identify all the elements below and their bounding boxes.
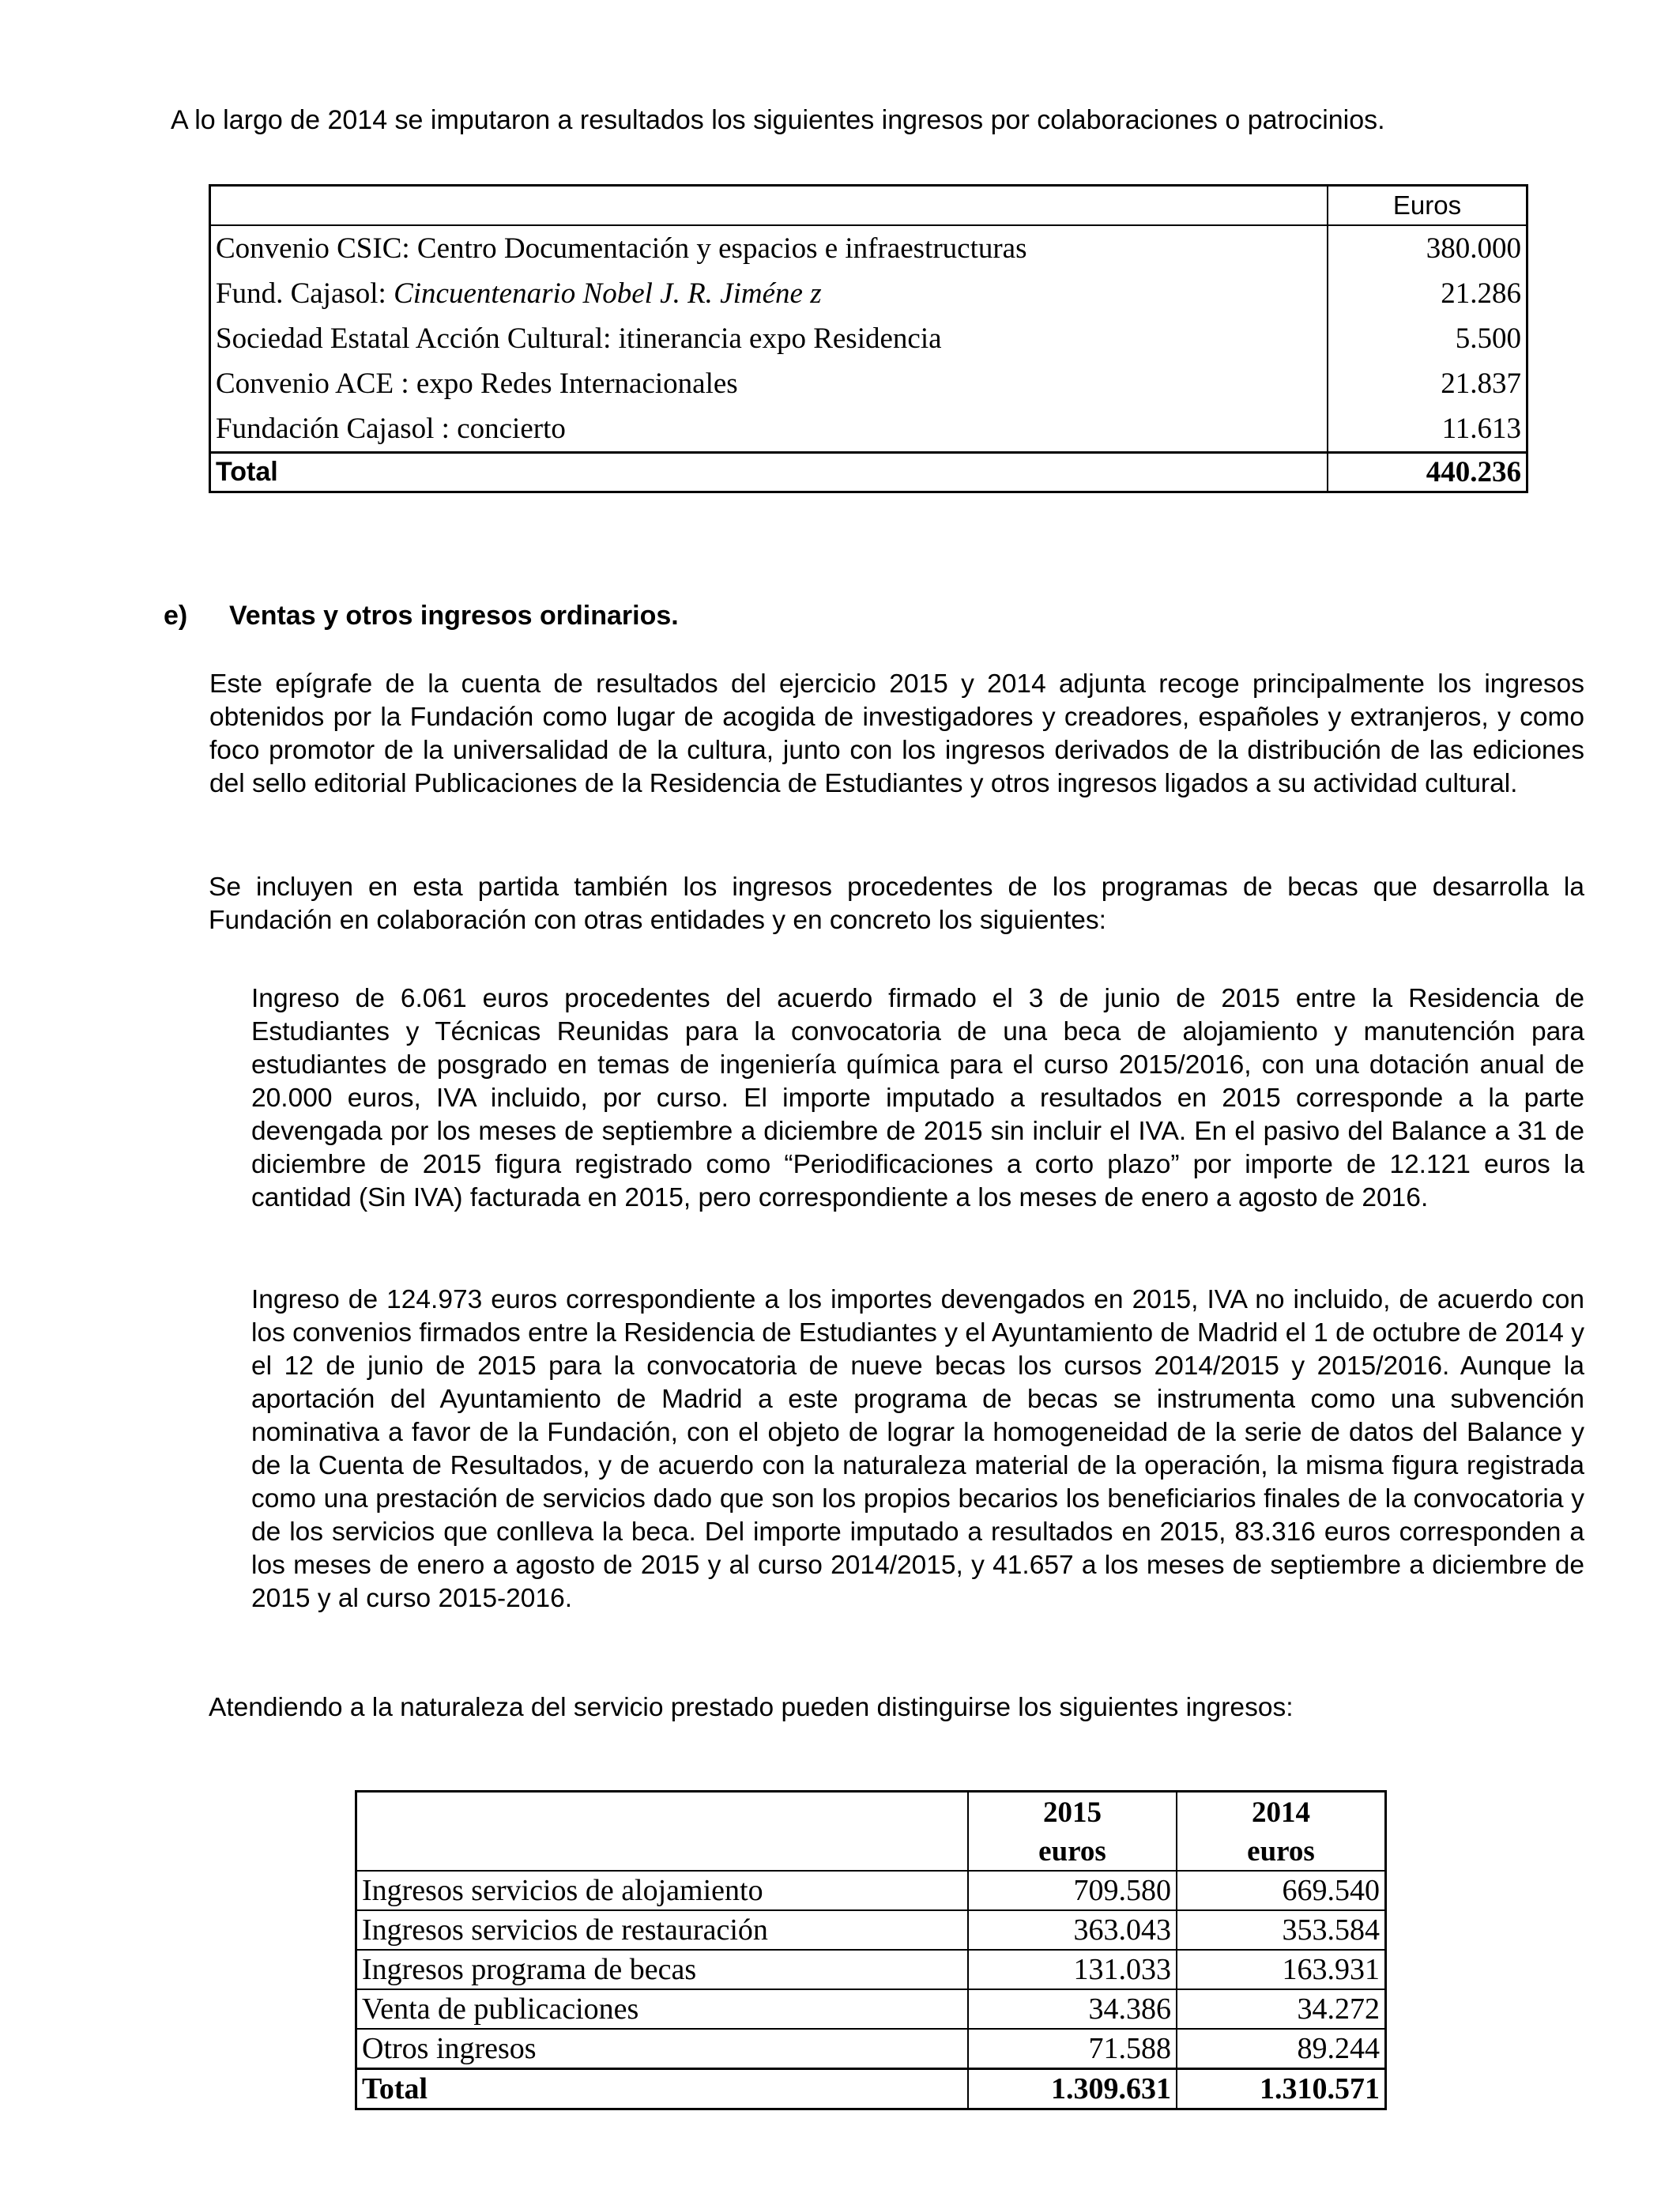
table-row	[210, 271, 1527, 316]
row-value-2015: 363.043	[968, 1910, 1177, 1950]
unit-2015: euros	[968, 1832, 1177, 1871]
row-label: Fund. Cajasol: Cincuentenario Nobel J. R. Jiméne z	[210, 271, 1328, 316]
header-2015: 2015	[968, 1792, 1177, 1833]
table-row	[210, 361, 1527, 406]
total-row	[356, 2069, 1386, 2109]
total-2015: 1.309.631	[968, 2069, 1177, 2109]
unit-empty-cell	[356, 1832, 969, 1871]
row-value: 21.286	[1328, 271, 1527, 316]
table-row	[210, 316, 1527, 361]
total-label: Total	[356, 2069, 969, 2109]
row-value: 380.000	[1328, 225, 1527, 271]
row-value-2015: 34.386	[968, 1989, 1177, 2029]
table-row	[210, 406, 1527, 453]
paragraph-becas-intro: Se incluyen en esta partida también los ingresos procedentes de los programas de becas que desarrolla la Fundación en colaboración con otras entidades y en concreto los siguientes:	[209, 873, 1584, 935]
header-euros: Euros	[1328, 186, 1527, 226]
row-label-italic: Cincuentenario Nobel J. R. Jiméne z	[394, 277, 822, 310]
table-header-row	[210, 186, 1527, 226]
table-row	[210, 225, 1527, 271]
row-label: Otros ingresos	[356, 2029, 969, 2069]
total-value: 440.236	[1328, 453, 1527, 492]
row-value-2014: 353.584	[1177, 1910, 1386, 1950]
row-label: Ingresos programa de becas	[356, 1950, 969, 1989]
header-empty-cell	[210, 186, 1328, 226]
table-row	[356, 1989, 1386, 2029]
row-value-2014: 34.272	[1177, 1989, 1386, 2029]
row-label: Ingresos servicios de alojamiento	[356, 1871, 969, 1910]
sponsorship-income-table	[209, 184, 1528, 493]
table-header-row	[356, 1792, 1386, 1833]
total-2014: 1.310.571	[1177, 2069, 1386, 2109]
table-row	[356, 1871, 1386, 1910]
row-label: Venta de publicaciones	[356, 1989, 969, 2029]
intro-sentence: A lo largo de 2014 se imputaron a resultados los siguientes ingresos por colaboraciones o patrocinios.	[171, 105, 1385, 135]
table-row	[356, 1910, 1386, 1950]
header-empty-cell	[356, 1792, 969, 1833]
row-value: 11.613	[1328, 406, 1527, 453]
section-title: Ventas y otros ingresos ordinarios.	[229, 601, 679, 631]
total-label: Total	[210, 453, 1328, 492]
row-label: Sociedad Estatal Acción Cultural: itinerancia expo Residencia	[210, 316, 1328, 361]
unit-2014: euros	[1177, 1832, 1386, 1871]
paragraph-tecnicas-reunidas: Ingreso de 6.061 euros procedentes del acuerdo firmado el 3 de junio de 2015 entre la Residencia de Estudiantes y Técnicas Reunidas para la convocatoria de una beca de alojamiento y manutención para estudiantes de posgrado en temas de ingeniería química para el curso 2015/2016, con una dotación anual de 20.000 euros, IVA incluido, por curso. El importe imputado a resultados en 2015 corresponde a la parte devengada por los meses de septiembre a diciembre de 2015 sin incluir el IVA. En el pasivo del Balance a 31 de diciembre de 2015 figura registrado como “Periodificaciones a corto plazo” por importe de 12.121 euros la cantidad (Sin IVA) facturada en 2015, pero correspondiente a los meses de enero a agosto de 2016.	[251, 984, 1584, 1212]
row-value-2015: 709.580	[968, 1871, 1177, 1910]
row-value: 5.500	[1328, 316, 1527, 361]
table-row	[356, 1950, 1386, 1989]
row-value: 21.837	[1328, 361, 1527, 406]
paragraph-distinction: Atendiendo a la naturaleza del servicio prestado pueden distinguirse los siguientes ingresos:	[209, 1693, 1294, 1722]
row-value-2014: 89.244	[1177, 2029, 1386, 2069]
row-value-2014: 163.931	[1177, 1950, 1386, 1989]
row-label: Ingresos servicios de restauración	[356, 1910, 969, 1950]
row-label: Convenio ACE : expo Redes Internacionales	[210, 361, 1328, 406]
row-label: Convenio CSIC: Centro Documentación y espacios e infraestructuras	[210, 225, 1328, 271]
row-value-2015: 71.588	[968, 2029, 1177, 2069]
table-row	[356, 2029, 1386, 2069]
paragraph-description: Este epígrafe de la cuenta de resultados del ejercicio 2015 y 2014 adjunta recoge principalmente los ingresos obtenidos por la Fundación como lugar de acogida de investigadores y creadores, españoles y extranjeros, y como foco promotor de la universalidad de la cultura, junto con los ingresos derivados de la distribución de las ediciones del sello editorial Publicaciones de la Residencia de Estudiantes y otros ingresos ligados a su actividad cultural.	[209, 669, 1584, 798]
income-breakdown-table	[355, 1790, 1387, 2110]
row-value-2014: 669.540	[1177, 1871, 1386, 1910]
paragraph-ayuntamiento-madrid: Ingreso de 124.973 euros correspondiente a los importes devengados en 2015, IVA no incluido, de acuerdo con los convenios firmados entre la Residencia de Estudiantes y el Ayuntamiento de Madrid el 1 de octubre de 2014 y el 12 de junio de 2015 para la convocatoria de nueve becas los cursos 2014/2015 y 2015/2016. Aunque la aportación del Ayuntamiento de Madrid a este programa de becas se instrumenta como una subvención nominativa a favor de la Fundación, con el objeto de lograr la homogeneidad de la serie de datos del Balance y de la Cuenta de Resultados, y de acuerdo con la naturaleza material de la operación, la misma figura registrada como una prestación de servicios dado que son los propios becarios los beneficiarios finales de la convocatoria y de los servicios que conlleva la beca. Del importe imputado a resultados en 2015, 83.316 euros corresponden a los meses de enero a agosto de 2015 y al curso 2014/2015, y 41.657 a los meses de septiembre a diciembre de 2015 y al curso 2015-2016.	[251, 1285, 1584, 1613]
row-value-2015: 131.033	[968, 1950, 1177, 1989]
total-row	[210, 453, 1527, 492]
section-letter: e)	[164, 601, 188, 631]
row-label: Fundación Cajasol : concierto	[210, 406, 1328, 453]
table-unit-row	[356, 1832, 1386, 1871]
header-2014: 2014	[1177, 1792, 1386, 1833]
